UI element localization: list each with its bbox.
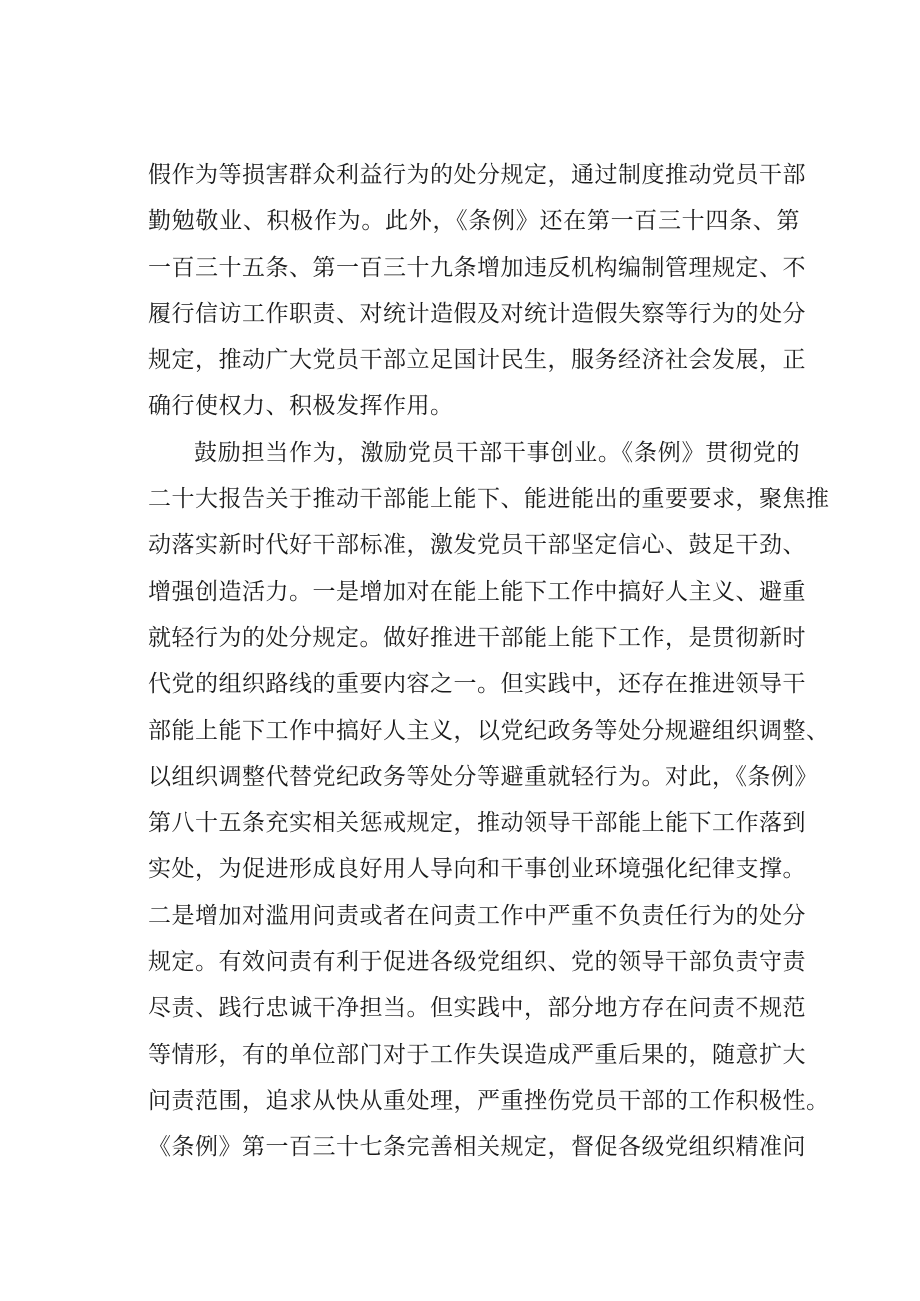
text-line: 问责范围，追求从快从重处理，严重挫伤党员干部的工作积极性。 <box>148 1087 830 1114</box>
text-line: 确行使权力、积极发挥作用。 <box>148 393 454 420</box>
text-line: 等情形，有的单位部门对于工作失误造成严重后果的，随意扩大 <box>148 1041 806 1068</box>
text-line: 规定，推动广大党员干部立足国计民生，服务经济社会发展，正 <box>148 347 806 374</box>
text-line: 动落实新时代好干部标准，激发党员干部坚定信心、鼓足干劲、 <box>148 532 806 559</box>
text-line: 就轻行为的处分规定。做好推进干部能上能下工作，是贯彻新时 <box>148 624 806 651</box>
text-line: 假作为等损害群众利益行为的处分规定，通过制度推动党员干部 <box>148 162 806 188</box>
text-line: 部能上能下工作中搞好人主义，以党纪政务等处分规避组织调整、 <box>148 717 830 744</box>
text-line: 二是增加对滥用问责或者在问责工作中严重不负责任行为的处分 <box>148 902 806 929</box>
text-line: 第八十五条充实相关惩戒规定，推动领导干部能上能下工作落到 <box>148 810 806 837</box>
document-page <box>148 152 830 1171</box>
text-line: 代党的组织路线的重要内容之一。但实践中，还存在推进领导干 <box>148 671 806 698</box>
text-line: 增强创造活力。一是增加对在能上能下工作中搞好人主义、避重 <box>148 578 806 605</box>
paragraph-1 <box>148 152 806 430</box>
text-line: 实处，为促进形成良好用人导向和干事创业环境强化纪律支撑。 <box>148 856 806 883</box>
text-line: 一百三十五条、第一百三十九条增加违反机构编制管理规定、不 <box>148 254 806 281</box>
text-line: 《条例》第一百三十七条完善相关规定，督促各级党组织精准问 <box>148 1134 806 1161</box>
text-line: 以组织调整代替党纪政务等处分等避重就轻行为。对此，《条例》 <box>148 763 818 790</box>
paragraph-2 <box>148 430 830 1171</box>
text-line: 履行信访工作职责、对统计造假及对统计造假失察等行为的处分 <box>148 300 806 327</box>
text-line: 二十大报告关于推动干部能上能下、能进能出的重要要求，聚焦推 <box>148 486 830 513</box>
text-line: 勤勉敬业、积极作为。此外，《条例》还在第一百三十四条、第 <box>148 208 800 235</box>
text-line: 规定。有效问责有利于促进各级党组织、党的领导干部负责守责 <box>148 949 806 976</box>
text-line: 鼓励担当作为，激励党员干部干事创业。《条例》贯彻党的 <box>194 439 800 466</box>
text-line: 尽责、践行忠诚干净担当。但实践中，部分地方存在问责不规范 <box>148 995 806 1022</box>
